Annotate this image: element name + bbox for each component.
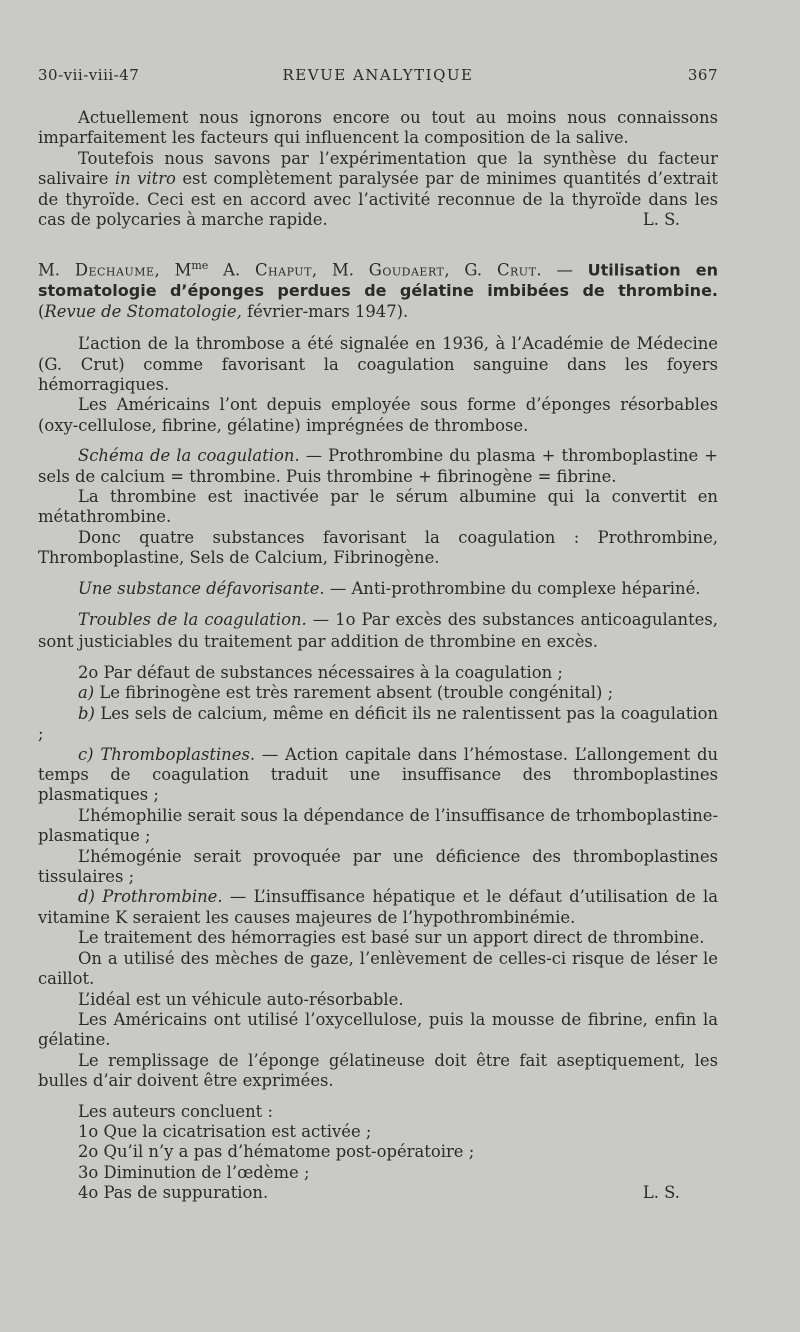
page-number: 367 xyxy=(687,66,718,84)
journal-name: Revue de Stomatologie, xyxy=(44,301,242,321)
signature: L. S. xyxy=(642,1183,680,1203)
article-title: Utilisation en stomatologie d’éponges perdues de gélatine imbibées de thrombine. xyxy=(38,260,719,301)
header-journal-title: REVUE ANALYTIQUE xyxy=(282,66,474,84)
list-item: 2o Qu’il n’y a pas d’hématome post-opératoire ; xyxy=(78,1142,475,1162)
paragraph: b) Les sels de calcium, même en déficit ils ne ralentissent pas la coagulation ; xyxy=(38,703,718,744)
running-header xyxy=(38,66,718,86)
list-item: 3o Diminution de l’œdème ; xyxy=(78,1162,310,1182)
paragraph: Toutefois nous savons par l’expérimentation que la synthèse du facteur salivaire in vitro est complètement paralysée par de minimes quantités d’extrait de thyroïde. Ceci est en accord avec l’activité reconnue de la thyroïde dans les cas de polycaries à marche rapide. L. S. xyxy=(38,148,718,230)
paragraph: Le remplissage de l’éponge gélatineuse doit être fait aseptiquement, les bulles d’air doivent être exprimées. xyxy=(38,1050,718,1091)
paragraph: On a utilisé des mèches de gaze, l’enlèvement de celles-ci risque de léser le caillot. xyxy=(38,948,718,989)
paragraph: Troubles de la coagulation. — 1o Par excès des substances anticoagulantes, sont justiciables du traitement par addition de thrombine en excès. xyxy=(38,610,718,651)
paragraph: Actuellement nous ignorons encore ou tout au moins nous connaissons imparfaitement les facteurs qui influencent la composition de la salive. xyxy=(38,108,718,148)
paragraph: La thrombine est inactivée par le sérum albumine qui la convertit en métathrombine. xyxy=(38,486,718,527)
author: Crut xyxy=(496,260,537,280)
paragraph: L’hémophilie serait sous la dépendance de l’insuffisance de trhomboplastine-plasmatique ; xyxy=(38,805,718,846)
paragraph: Les Américains ont utilisé l’oxycellulose, puis la mousse de fibrine, enfin la gélatine. xyxy=(38,1009,718,1050)
paragraph: a) Le fibrinogène est très rarement absent (trouble congénital) ; xyxy=(78,683,614,703)
paragraph: Une substance défavorisante. — Anti-prothrombine du complexe hépariné. xyxy=(78,578,701,598)
author: Goudaert xyxy=(368,260,445,280)
author: Dechaume xyxy=(74,260,155,280)
paragraph: L’idéal est un véhicule auto-résorbable. xyxy=(78,989,404,1009)
paragraph: 2o Par défaut de substances nécessaires à la coagulation ; xyxy=(78,663,563,682)
paragraph: Les auteurs concluent : xyxy=(78,1101,273,1121)
body-text xyxy=(38,108,718,1204)
paragraph: Schéma de la coagulation. — Prothrombine du plasma + thromboplastine + sels de calcium = thrombine. Puis thrombine + fibrinogène = fibrine. xyxy=(38,446,718,486)
signature: L. S. xyxy=(642,210,680,230)
paragraph: d) Prothrombine. — L’insuffisance hépatique et le défaut d’utilisation de la vitamine K seraient les causes majeures de l’hypothrombinémie. xyxy=(38,887,719,927)
paragraph: c) Thromboplastines. — Action capitale dans l’hémostase. L’allongement du temps de coagulation traduit une insuffisance des thromboplastines plasmatiques ; xyxy=(38,744,719,805)
conclusions-list xyxy=(38,1102,718,1204)
list-item: 4o Pas de suppuration. L. S. xyxy=(78,1183,680,1203)
paragraph: Le traitement des hémorragies est basé sur un apport direct de thrombine. xyxy=(78,928,705,948)
list-item: 1o Que la cicatrisation est activée ; xyxy=(78,1121,372,1141)
paragraph: Donc quatre substances favorisant la coagulation : Prothrombine, Thromboplastine, Sels de Calcium, Fibrinogène. xyxy=(38,527,718,568)
article-reference: M. Dechaume, $M^{me}$ A. Chaput, M. Goudaert, G. Crut. — Utilisation en stomatologie d’éponges perdues de gélatine imbibées de thrombine. (Revue de Stomatologie, février-mars 1947). xyxy=(38,259,719,321)
paragraph: L’hémogénie serait provoquée par une déficience des thromboplastines tissulaires ; xyxy=(38,846,718,887)
author: Chaput xyxy=(255,260,312,280)
paragraph: L’action de la thrombose a été signalée en 1936, à l’Académie de Médecine (G. Crut) comme favorisant la coagulation sanguine dans les foyers hémorragiques. xyxy=(38,334,718,394)
header-date: 30-vii-viii-47 xyxy=(38,66,140,84)
paragraph: Les Américains l’ont depuis employée sous forme d’éponges résorbables (oxy-cellulose, fibrine, gélatine) imprégnées de thrombose. xyxy=(38,395,718,435)
